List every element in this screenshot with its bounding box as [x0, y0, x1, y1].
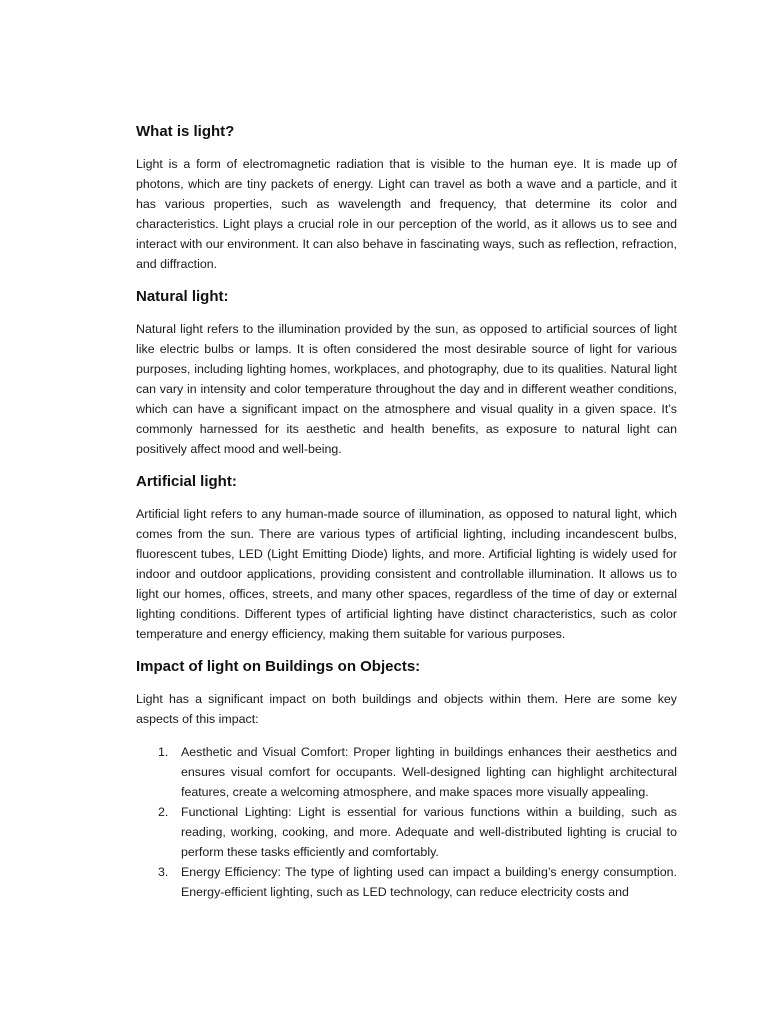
- list-item-number: 2.: [158, 805, 169, 819]
- paragraph-natural-light: Natural light refers to the illumination provided by the sun, as opposed to artificial sources of light like electric bulbs or lamps. It is often considered the most desirable source of light for various purposes, including lighting homes, workplaces, and photography, due to its qualities. Natural light can vary in intensity and color temperature throughout the day and in different weather conditions, which can have a significant impact on the atmosphere and visual quality in a given space. It’s commonly harnessed for its aesthetic and health benefits, as exposure to natural light can positively affect mood and well-being.: [136, 322, 677, 456]
- impact-numbered-list: [136, 742, 677, 902]
- list-item: [136, 802, 677, 862]
- paragraph-impact-intro: Light has a significant impact on both buildings and objects within them. Here are some key aspects of this impact:: [136, 692, 677, 726]
- paragraph-what-is-light: Light is a form of electromagnetic radiation that is visible to the human eye. It is made up of photons, which are tiny packets of energy. Light can travel as both a wave and a particle, and it has various properties, such as wavelength and frequency, that determine its color and characteristics. Light plays a crucial role in our perception of the world, as it allows us to see and interact with our environment. It can also behave in fascinating ways, such as reflection, refraction, and diffraction.: [136, 157, 677, 271]
- list-item-text: Energy Efficiency: The type of lighting used can impact a building’s energy consumption. Energy-efficient lighting, such as LED technology, can reduce electricity costs and: [181, 865, 677, 899]
- paragraph-artificial-light: Artificial light refers to any human-made source of illumination, as opposed to natural light, which comes from the sun. There are various types of artificial lighting, including incandescent bulbs, fluorescent tubes, LED (Light Emitting Diode) lights, and more. Artificial lighting is widely used for indoor and outdoor applications, providing consistent and controllable illumination. It allows us to light our homes, offices, streets, and many other spaces, regardless of the time of day or external lighting conditions. Different types of artificial lighting have distinct characteristics, such as color temperature and energy efficiency, making them suitable for various purposes.: [136, 507, 677, 641]
- section-heading-natural-light: Natural light:: [136, 288, 229, 305]
- list-item: [136, 742, 677, 802]
- list-item-text: Functional Lighting: Light is essential for various functions within a building, such as reading, working, cooking, and more. Adequate and well-distributed lighting is crucial to perform these tasks efficiently and comfortably.: [181, 805, 677, 859]
- list-item-number: 1.: [158, 745, 169, 759]
- section-heading-artificial-light: Artificial light:: [136, 473, 237, 490]
- document-content: [136, 122, 677, 902]
- section-heading-what-is-light: What is light?: [136, 123, 235, 140]
- list-item-text: Aesthetic and Visual Comfort: Proper lighting in buildings enhances their aesthetics and ensures visual comfort for occupants. Well-designed lighting can highlight architectural features, create a welcoming atmosphere, and make spaces more visually appealing.: [181, 745, 677, 799]
- section-heading-impact-of-light: Impact of light on Buildings on Objects:: [136, 658, 421, 675]
- list-item-number: 3.: [158, 865, 169, 879]
- list-item: [136, 862, 677, 902]
